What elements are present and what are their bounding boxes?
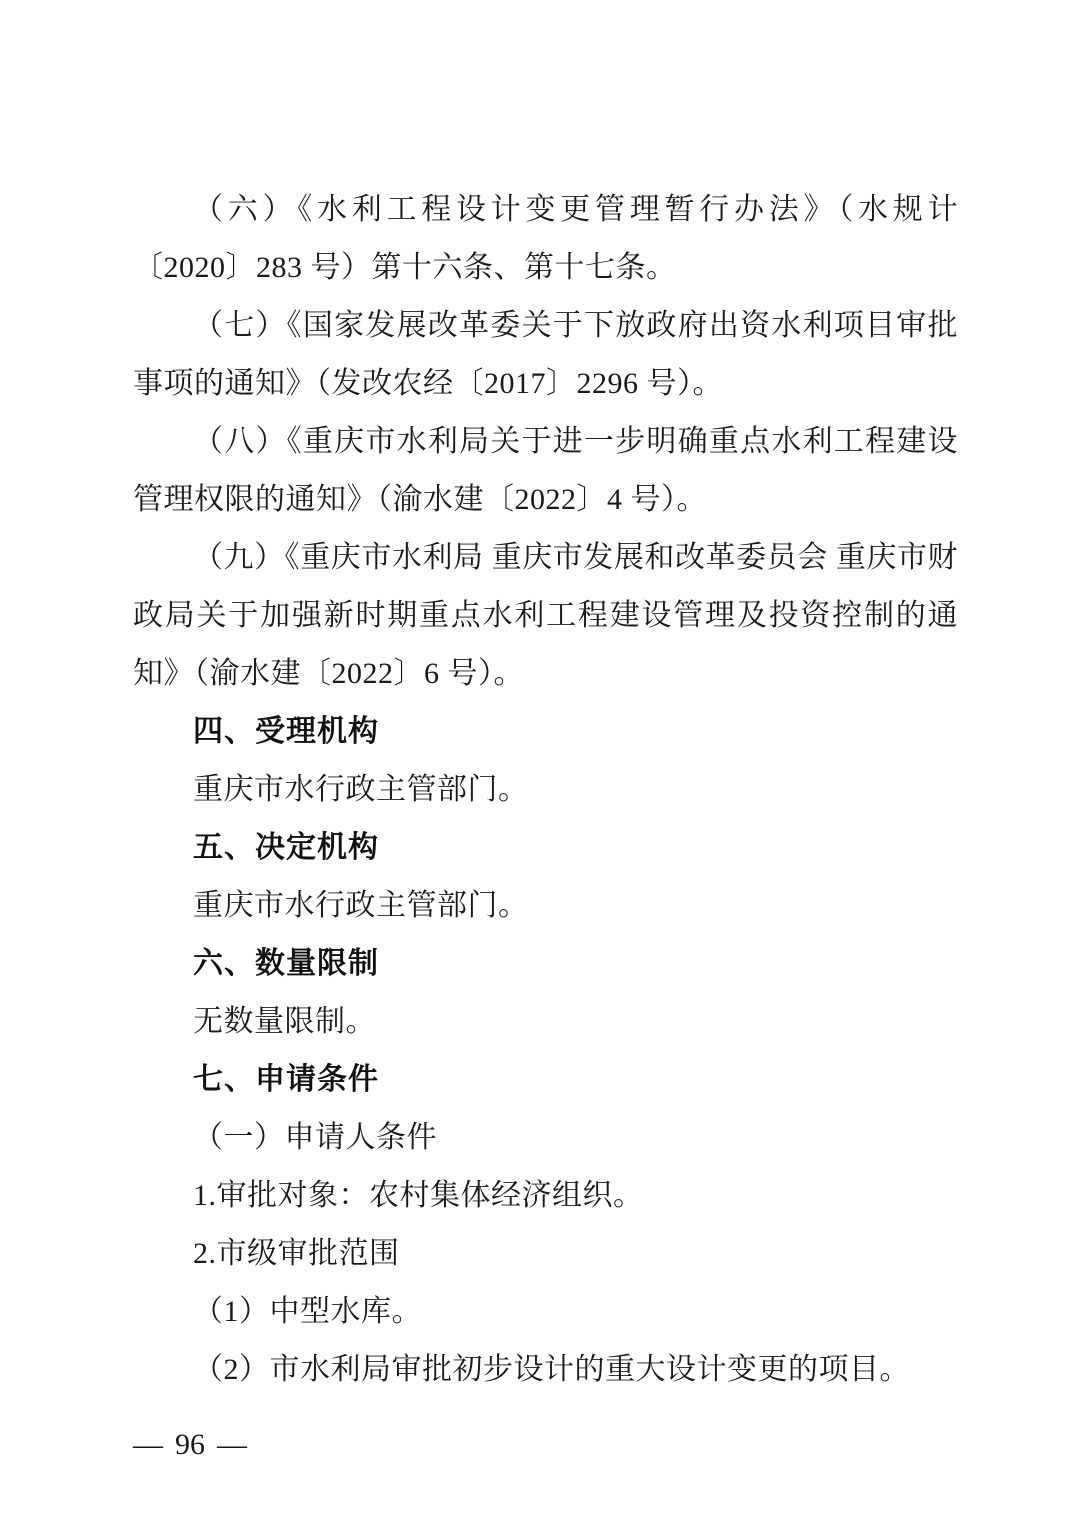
heading-application-conditions: 七、申请条件 bbox=[193, 1063, 379, 1096]
paragraph-accepting-authority: 重庆市水行政主管部门。 bbox=[193, 773, 529, 806]
paragraph-legal-basis-7: （七）《国家发展改革委关于下放政府出资水利项目审批事项的通知》（发改农经〔2017〕2296 号）。 bbox=[133, 309, 958, 400]
page-footer bbox=[0, 1425, 1074, 1465]
paragraph-quantity-limit: 无数量限制。 bbox=[193, 1005, 376, 1038]
paragraph-approval-target: 1.审批对象：农村集体经济组织。 bbox=[193, 1179, 644, 1212]
paragraph-scope-item-2: （2）市水利局审批初步设计的重大设计变更的项目。 bbox=[193, 1353, 910, 1386]
heading-accepting-authority: 四、受理机构 bbox=[193, 715, 379, 748]
paragraph-legal-basis-8: （八）《重庆市水利局关于进一步明确重点水利工程建设管理权限的通知》（渝水建〔2022〕4 号）。 bbox=[133, 425, 958, 516]
heading-deciding-authority: 五、决定机构 bbox=[193, 831, 379, 864]
heading-quantity-limit: 六、数量限制 bbox=[193, 947, 379, 980]
paragraph-scope-item-1: （1）中型水库。 bbox=[193, 1295, 422, 1328]
paragraph-city-approval-scope: 2.市级审批范围 bbox=[193, 1237, 400, 1270]
footer-right-dash: — bbox=[217, 1428, 247, 1461]
paragraph-legal-basis-9: （九）《重庆市水利局 重庆市发展和改革委员会 重庆市财政局关于加强新时期重点水利工程建设管理及投资控制的通知》（渝水建〔2022〕6 号）。 bbox=[133, 541, 958, 690]
paragraph-applicant-conditions: （一）申请人条件 bbox=[193, 1121, 437, 1154]
paragraph-deciding-authority: 重庆市水行政主管部门。 bbox=[193, 889, 529, 922]
footer-left-dash: — bbox=[133, 1428, 163, 1461]
paragraph-legal-basis-6: （六）《水利工程设计变更管理暂行办法》（水规计〔2020〕283 号）第十六条、第十七条。 bbox=[133, 193, 958, 284]
page-number: 96 bbox=[175, 1428, 205, 1461]
